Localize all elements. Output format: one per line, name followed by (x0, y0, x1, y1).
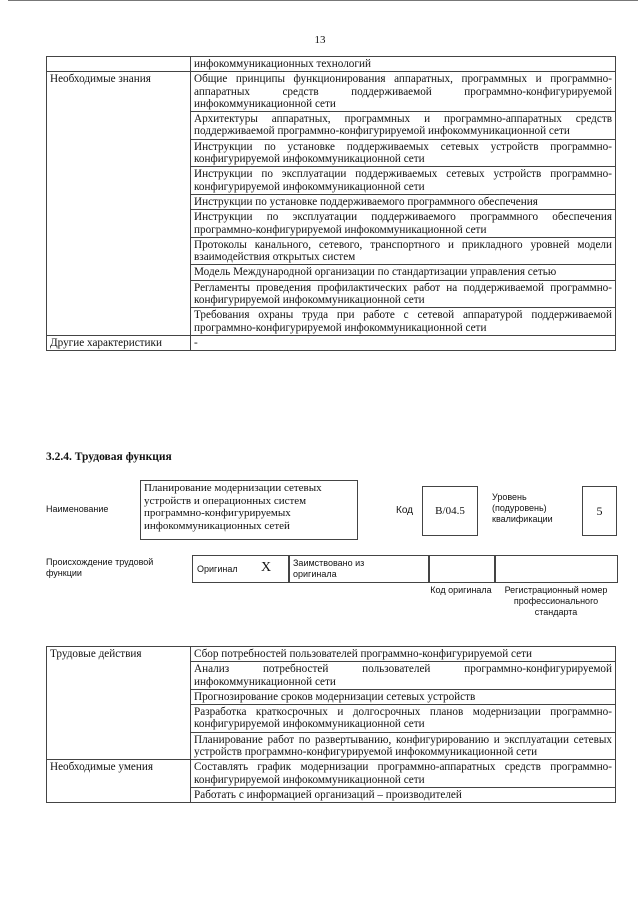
knowledge-item: Инструкции по установке поддерживаемого программного обеспечения (191, 194, 616, 209)
table-row (47, 57, 616, 72)
knowledge-item: Общие принципы функционирования аппаратных, программных и программно-аппаратных средств поддерживаемой программно-конфигурируемой инфокоммуникационной сети (191, 72, 616, 112)
table-row (47, 647, 616, 662)
original-box (192, 555, 290, 583)
original-label: Оригинал (197, 564, 238, 574)
actions-table (46, 646, 616, 803)
knowledge-table (46, 56, 616, 351)
knowledge-item: Архитектуры аппаратных, программных и программно-аппаратных средств поддерживаемой программно-конфигурируемой инфокоммуникационной сети (191, 112, 616, 140)
borrowed-box (288, 555, 430, 583)
action-item: Разработка краткосрочных и долгосрочных планов модернизации программно-конфигурируемой инфокоммуникационной сети (191, 705, 616, 733)
table-row (47, 760, 616, 788)
origin-label: Происхождение трудовой функции (46, 557, 154, 578)
action-item: Прогнозирование сроков модернизации сетевых устройств (191, 689, 616, 704)
page-number: 13 (314, 34, 326, 46)
action-item: Сбор потребностей пользователей программно-конфигурируемой сети (191, 647, 616, 662)
function-name: Планирование модернизации сетевых устройств и операционных систем программно-конфигурируемых инфокоммуникационных сетей (140, 480, 358, 540)
actions-label: Трудовые действия (47, 647, 191, 760)
borrowed-label: Заимствовано из оригинала (293, 558, 365, 579)
skill-item: Работать с информацией организаций – производителей (191, 787, 616, 802)
level-value: 5 (582, 486, 617, 536)
function-header (46, 480, 616, 542)
section-heading: 3.2.4. Трудовая функция (46, 451, 172, 463)
skills-label: Необходимые умения (47, 760, 191, 803)
origin-code-box (428, 555, 496, 583)
knowledge-label: Необходимые знания (47, 72, 191, 336)
knowledge-item: Инструкции по эксплуатации поддерживаемых сетевых устройств программно-конфигурируемой инфокоммуникационной сети (191, 167, 616, 195)
carry-over-text: инфокоммуникационных технологий (191, 57, 616, 72)
knowledge-item: Требования охраны труда при работе с сетевой аппаратурой поддерживаемой программно-конфигурируемой инфокоммуникационной сети (191, 308, 616, 336)
code-caption: Код оригинала (430, 585, 492, 595)
action-item: Анализ потребностей пользователей программно-конфигурируемой инфокоммуникационной сети (191, 662, 616, 690)
skill-item: Составлять график модернизации программно-аппаратных средств программно-конфигурируемой инфокоммуникационной сети (191, 760, 616, 788)
level-label: Уровень (подуровень) квалификации (492, 492, 553, 524)
knowledge-item: Протоколы канального, сетевого, транспортного и прикладного уровней модели взаимодействия открытых систем (191, 237, 616, 265)
code-label: Код (396, 505, 414, 516)
name-label: Наименование (46, 504, 109, 514)
function-code: B/04.5 (422, 486, 478, 536)
empty-cell (47, 57, 191, 72)
reg-number-box (494, 555, 618, 583)
original-mark: X (261, 560, 272, 575)
knowledge-item: Инструкции по установке поддерживаемых сетевых устройств программно-конфигурируемой инфокоммуникационной сети (191, 139, 616, 167)
table-row (47, 335, 616, 350)
knowledge-item: Модель Международной организации по стандартизации управления сетью (191, 265, 616, 280)
table-row (47, 72, 616, 112)
other-characteristics-label: Другие характеристики (47, 335, 191, 350)
knowledge-item: Инструкции по эксплуатации поддерживаемого программного обеспечения программно-конфигурируемой инфокоммуникационной сети (191, 210, 616, 238)
other-characteristics-value: - (191, 335, 616, 350)
knowledge-item: Регламенты проведения профилактических работ на поддерживаемой программно-конфигурируемой инфокоммуникационной сети (191, 280, 616, 308)
top-border-line (8, 0, 638, 1)
reg-caption: Регистрационный номер профессионального стандарта (504, 585, 608, 617)
action-item: Планирование работ по развертыванию, конфигурированию и эксплуатации сетевых устройств программно-конфигурируемой инфокоммуникационной сети (191, 732, 616, 760)
